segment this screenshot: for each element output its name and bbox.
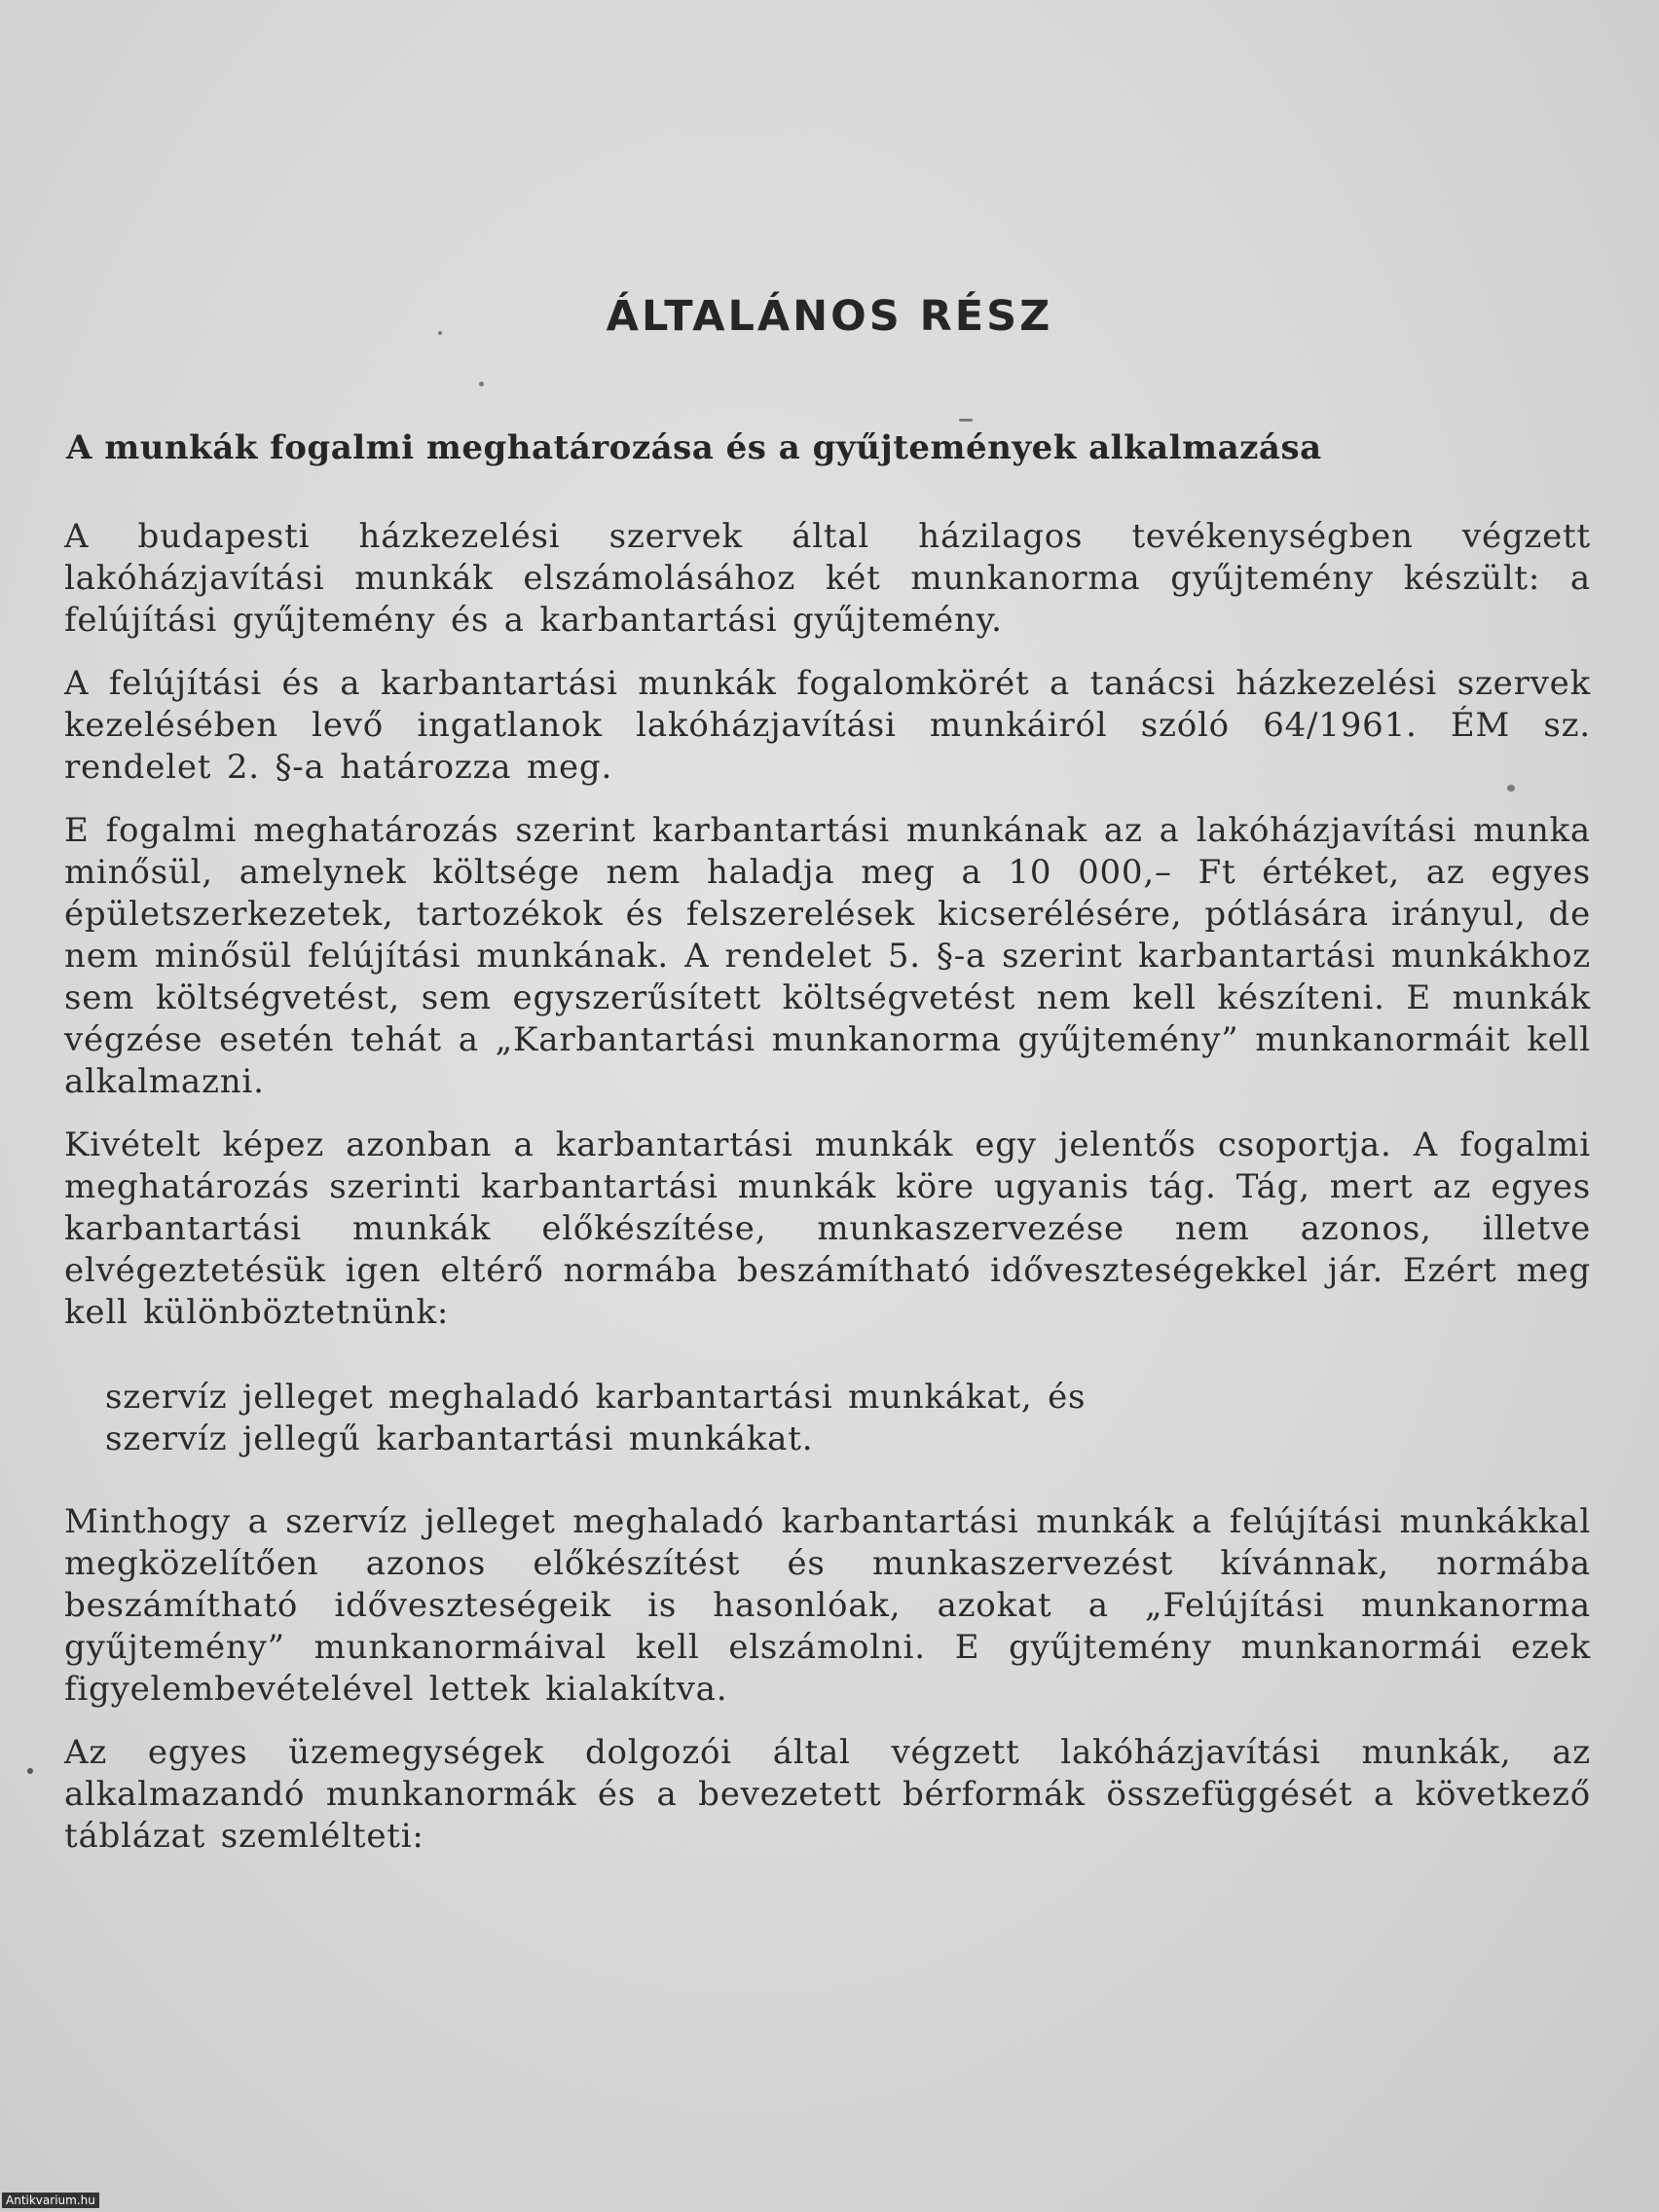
section-subtitle: A munkák fogalmi meghatározása és a gyűjtemények alkalmazása: [66, 428, 1322, 467]
list-item: szervíz jellegű karbantartási munkákat.: [105, 1419, 814, 1458]
margin-mark: [27, 1768, 33, 1774]
list-item: szervíz jelleget meghaladó karbantartási munkákat, és: [105, 1378, 1087, 1417]
paragraph: A felújítási és a karbantartási munkák fogalomkörét a tanácsi házkezelési szervek kezelésében levő ingatlanok lakóházjavítási munkáiról szóló 64/1961. ÉM sz. rendelet 2. §-a határozza meg.: [64, 664, 1591, 787]
paragraph: E fogalmi meghatározás szerint karbantartási munkának az a lakóházjavítási munka minősül, amelynek költsége nem haladja meg a 10 000,– Ft értéket, az egyes épületszerkezetek, tartozékok és felszerelések kicserélésére, pótlására irányul, de nem minősül felújítási munkának. A rendelet 5. §-a szerint karbantartási munkákhoz sem költségvetést, sem egyszerűsített költségvetést nem kell készíteni. E munkák végzése esetén tehát a „Karbantartási munkanorma gyűjtemény” munkanormáit kell alkalmazni.: [64, 811, 1591, 1101]
watermark-label: Antikvarium.hu: [2, 2193, 99, 2208]
work-type-list: [105, 1377, 1591, 1460]
paragraph: Az egyes üzemegységek dolgozói által végzett lakóházjavítási munkák, az alkalmazandó munkanormák és a bevezetett bérformák összefüggését a következő táblázat szemlélteti:: [64, 1733, 1591, 1856]
paragraph: Minthogy a szervíz jelleget meghaladó karbantartási munkák a felújítási munkákkal megközelítően azonos előkészítést és munkaszervezést kívánnak, normába beszámítható időveszteségeik is hasonlóak, azokat a „Felújítási munkanorma gyűjtemény” munkanormáival kell elszámolni. E gyűjtemény munkanormái ezek figyelembevételével lettek kialakítva.: [64, 1502, 1591, 1709]
page-title: ÁLTALÁNOS RÉSZ: [606, 292, 1053, 341]
body-text: [64, 516, 1591, 1879]
paragraph: Kivételt képez azonban a karbantartási munkák egy jelentős csoportja. A fogalmi meghatározás szerinti karbantartási munkák köre ugyanis tág. Tág, mert az egyes karbantartási munkák előkészítése, munkaszervezése nem azonos, illetve elvégeztetésük igen eltérő normába beszámítható időveszteségekkel jár. Ezért meg kell különböztetnünk:: [64, 1125, 1591, 1332]
paragraph: A budapesti házkezelési szervek által házilagos tevékenységben végzett lakóházjavítási munkák elszámolásához két munkanorma gyűjtemény készült: a felújítási gyűjtemény és a karbantartási gyűjtemény.: [64, 517, 1591, 640]
paper-speck: [959, 419, 973, 422]
paper-speck: [479, 382, 484, 387]
